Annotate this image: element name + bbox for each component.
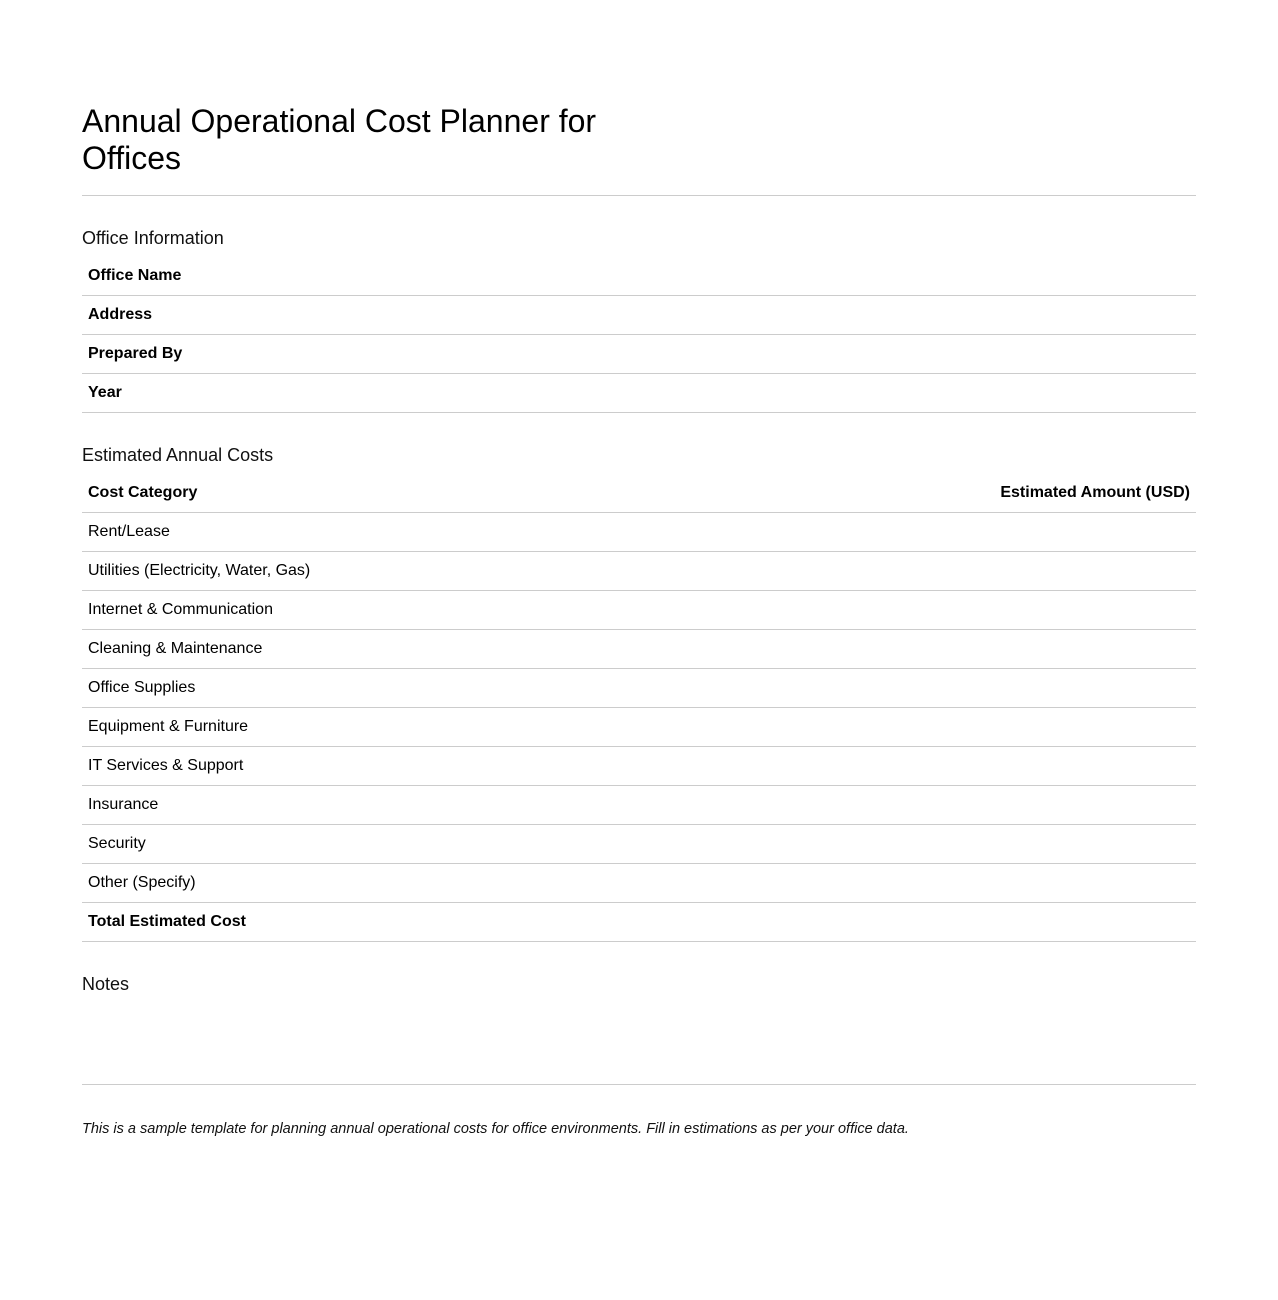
total-label: Total Estimated Cost	[82, 903, 681, 942]
field-year[interactable]	[82, 374, 1196, 413]
notes-divider	[82, 1084, 1196, 1085]
table-row[interactable]	[82, 825, 1196, 864]
table-header-row	[82, 474, 1196, 513]
field-prepared-by[interactable]	[82, 335, 1196, 374]
table-row[interactable]	[82, 708, 1196, 747]
cost-category: IT Services & Support	[82, 747, 681, 786]
table-row[interactable]	[82, 591, 1196, 630]
cost-amount[interactable]	[681, 786, 1196, 825]
field-label: Address	[82, 296, 1083, 335]
table-row[interactable]	[82, 864, 1196, 903]
cost-category: Security	[82, 825, 681, 864]
table-row[interactable]	[82, 513, 1196, 552]
cost-amount[interactable]	[681, 552, 1196, 591]
field-label: Office Name	[82, 257, 1083, 296]
page-title: Annual Operational Cost Planner for Offices	[82, 103, 597, 176]
column-header-category: Cost Category	[82, 474, 681, 513]
field-office-name[interactable]	[82, 257, 1196, 296]
table-row[interactable]	[82, 630, 1196, 669]
divider	[82, 195, 1196, 196]
cost-category: Cleaning & Maintenance	[82, 630, 681, 669]
cost-category: Rent/Lease	[82, 513, 681, 552]
cost-amount[interactable]	[681, 630, 1196, 669]
field-label: Year	[82, 374, 1083, 413]
table-row[interactable]	[82, 786, 1196, 825]
office-info-heading: Office Information	[82, 228, 224, 248]
field-value[interactable]	[1083, 335, 1196, 374]
cost-category: Internet & Communication	[82, 591, 681, 630]
total-row	[82, 903, 1196, 942]
costs-table	[82, 474, 1196, 942]
cost-category: Equipment & Furniture	[82, 708, 681, 747]
notes-heading: Notes	[82, 974, 130, 994]
table-row[interactable]	[82, 552, 1196, 591]
cost-category: Office Supplies	[82, 669, 681, 708]
cost-amount[interactable]	[681, 591, 1196, 630]
table-row[interactable]	[82, 669, 1196, 708]
cost-amount[interactable]	[681, 513, 1196, 552]
field-value[interactable]	[1083, 296, 1196, 335]
cost-category: Utilities (Electricity, Water, Gas)	[82, 552, 681, 591]
cost-amount[interactable]	[681, 747, 1196, 786]
total-amount	[681, 903, 1196, 942]
field-value[interactable]	[1083, 257, 1196, 296]
table-row[interactable]	[82, 747, 1196, 786]
cost-category: Other (Specify)	[82, 864, 681, 903]
cost-category: Insurance	[82, 786, 681, 825]
cost-amount[interactable]	[681, 708, 1196, 747]
cost-amount[interactable]	[681, 825, 1196, 864]
cost-amount[interactable]	[681, 864, 1196, 903]
costs-heading: Estimated Annual Costs	[82, 445, 274, 465]
column-header-amount: Estimated Amount (USD)	[681, 474, 1196, 513]
office-info-table	[82, 257, 1196, 413]
field-value[interactable]	[1083, 374, 1196, 413]
field-label: Prepared By	[82, 335, 1083, 374]
field-address[interactable]	[82, 296, 1196, 335]
footer-note: This is a sample template for planning annual operational costs for office environments. Fill in estimations as per your office data.	[82, 1121, 909, 1137]
cost-amount[interactable]	[681, 669, 1196, 708]
